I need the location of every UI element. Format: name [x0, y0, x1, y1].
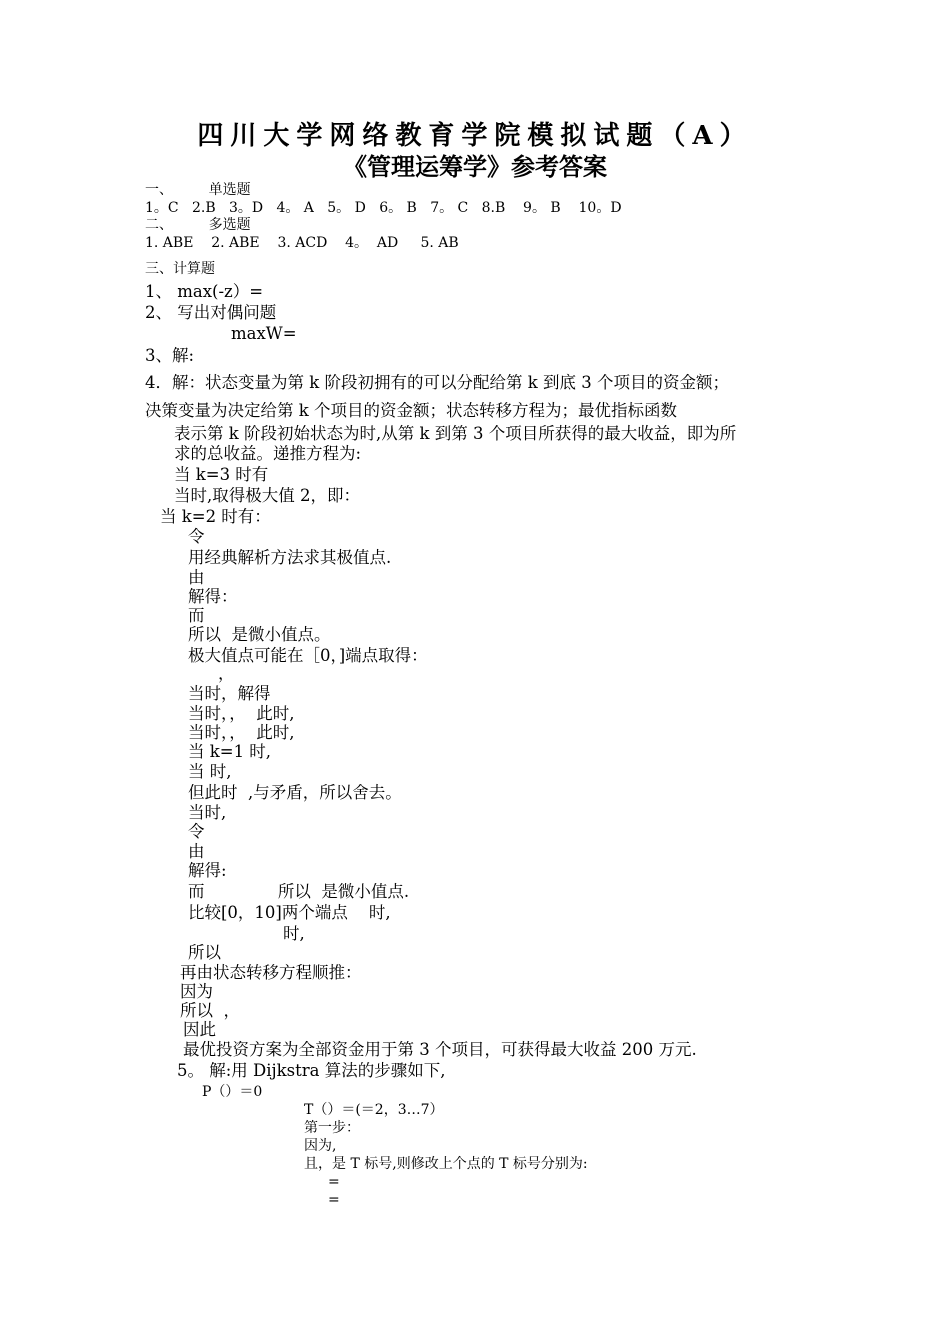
q4-line: 比较[0，10]两个端点 时,	[188, 903, 391, 922]
q4-line: 决策变量为决定给第 k 个项目的资金额；状态转移方程为；最优指标函数	[145, 401, 677, 420]
q4-line: 极大值点可能在［0，]端点取得：	[188, 646, 428, 665]
q4-line: 当时，， 此时,	[188, 704, 295, 723]
q4-line: 求的总收益。递推方程为:	[174, 444, 362, 463]
q4-line: 所以 ，	[180, 1001, 240, 1020]
q4-line: 4．解：状态变量为第 k 阶段初拥有的可以分配给第 k 到底 3 个项目的资金额；	[145, 373, 729, 392]
q5-line: =	[328, 1192, 340, 1208]
q4-line: 因此	[183, 1020, 216, 1039]
document-subtitle: 《管理运筹学》参考答案	[343, 152, 607, 181]
section-heading-multi-choice: 二、 多选题	[145, 217, 251, 233]
q5-line: 因为,	[304, 1138, 337, 1154]
question-1: 1、 max(-z）=	[145, 282, 264, 301]
q4-line: 而 所以 是微小值点.	[188, 882, 410, 901]
q4-line: 而	[188, 606, 205, 625]
q5-line: P（）＝0	[202, 1084, 263, 1100]
q5-line: T（）＝(＝2，3…7）	[304, 1102, 444, 1118]
q4-line: 当 k=3 时有	[174, 465, 269, 484]
q4-line: ，	[218, 664, 235, 683]
single-choice-answers: 1。C 2.B 3。D 4。 A 5。 D 6。 B 7。 C 8.B 9。 B 10。D	[145, 200, 622, 216]
q4-line: 但此时 ,与矛盾，所以舍去。	[188, 783, 402, 802]
q4-line: 令	[188, 527, 205, 546]
q4-line: 表示第 k 阶段初始状态为时,从第 k 到第 3 个项目所获得的最大收益，即为所	[174, 424, 737, 443]
q4-line: 由	[188, 842, 205, 861]
q5-line: =	[328, 1174, 340, 1190]
q4-line: 用经典解析方法求其极值点.	[188, 548, 392, 567]
q4-line: 由	[188, 568, 205, 587]
q4-line: 所以	[188, 943, 221, 962]
q4-line: 当时，解得	[188, 684, 271, 703]
q4-line: 当 k=2 时有：	[160, 507, 271, 526]
q4-line: 再由状态转移方程顺推：	[180, 963, 362, 982]
q4-line: 当时,	[188, 803, 227, 822]
question-2: 2、 写出对偶问题	[145, 303, 277, 322]
q5-line: 且，是 T 标号,则修改上个点的 T 标号分别为:	[304, 1156, 588, 1172]
q5-line: 第一步：	[304, 1120, 360, 1136]
q4-line: 时,	[283, 924, 305, 943]
q4-line: 当时，， 此时,	[188, 723, 295, 742]
question-3: 3、解:	[145, 346, 195, 365]
section-heading-calculation: 三、计算题	[145, 261, 215, 277]
q4-line: 最优投资方案为全部资金用于第 3 个项目，可获得最大收益 200 万元.	[183, 1040, 697, 1059]
q5-line: 5。 解:用 Dijkstra 算法的步骤如下,	[177, 1061, 446, 1080]
multi-choice-answers: 1. ABE 2. ABE 3. ACD 4。 AD 5. AB	[145, 235, 459, 251]
q4-line: 当 k=1 时,	[188, 742, 272, 761]
q4-line: 解得:	[188, 861, 227, 880]
q4-line: 解得：	[188, 587, 238, 606]
q4-line: 因为	[180, 982, 213, 1001]
q4-line: 当 时,	[188, 762, 232, 781]
question-2-dual: maxW=	[231, 324, 297, 343]
q4-line: 所以 是微小值点。	[188, 625, 331, 644]
document-title: 四川大学网络教育学院模拟试题（A）	[197, 121, 753, 151]
q4-line: 令	[188, 822, 205, 841]
q4-line: 当时,取得极大值 2，即：	[174, 486, 360, 505]
section-heading-single-choice: 一、 单选题	[145, 182, 251, 198]
